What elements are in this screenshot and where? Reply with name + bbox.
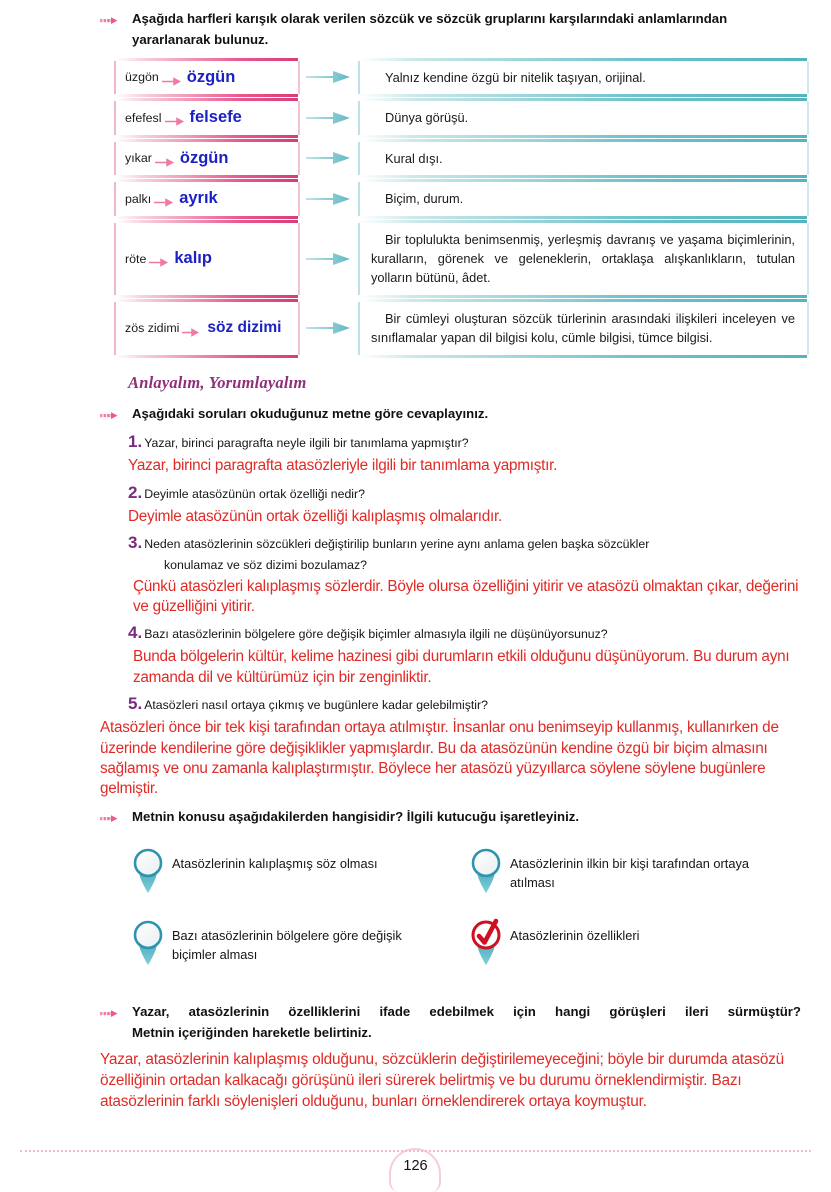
arrow-bullet-icon xyxy=(100,1004,122,1015)
definition-text: Biçim, durum. xyxy=(385,191,464,207)
answer-text: Yazar, birinci paragrafta atasözleriyle ilgili bir tanımlama yapmıştır. xyxy=(128,457,558,475)
map-pin-icon[interactable] xyxy=(128,841,168,899)
instruction-match xyxy=(100,8,809,51)
instruction-answer-questions xyxy=(100,403,809,424)
mini-arrow-icon xyxy=(162,73,184,82)
solution-word: kalıp xyxy=(174,249,212,268)
scrambled-word-box[interactable] xyxy=(114,182,300,215)
section-heading: Anlayalım, Yorumlayalım xyxy=(128,372,307,392)
question-text: Deyimle atasözünün ortak özelliği nedir? xyxy=(144,486,365,501)
question-item xyxy=(100,430,809,454)
match-arrow-icon xyxy=(300,223,358,295)
arrow-bullet-icon xyxy=(100,406,122,417)
mini-arrow-icon xyxy=(155,154,177,163)
question-number: 4. xyxy=(128,623,143,643)
map-pin-checked-icon[interactable] xyxy=(466,913,506,971)
choice-option[interactable] xyxy=(128,841,466,899)
question-item xyxy=(100,692,809,716)
match-row xyxy=(114,182,809,215)
scrambled-word: röte xyxy=(125,251,147,266)
solution-word: özgün xyxy=(179,148,229,167)
map-pin-icon[interactable] xyxy=(128,913,168,971)
scrambled-word: zös zidimi xyxy=(125,321,180,336)
answer-text: Çünkü atasözleri kalıplaşmış sözlerdir. Böyle olursa özelliğini yitirir ve atasözü olmaktan çıkar, değerini ve güzelliğini yitirir. xyxy=(133,577,799,615)
match-row xyxy=(114,223,809,295)
question-text: Neden atasözlerinin sözcükleri değiştirilip bunların yerine aynı anlama gelen başka sözcükler xyxy=(144,537,650,551)
answer-text: Atasözleri önce bir tek kişi tarafından ortaya atılmıştır. İnsanlar onu benimseyip kullanmış, kullanırken de üzerinde kendilerine göre değişiklikler yapmışlardır. Bu da atasözünün kendine özgü bir biçim almasını sağlamış ve onu zamanla kalıplaştırmıştır. Böylece her atasözü yüzyıllarca söylene söylene bugünlere gelmiştir. xyxy=(100,719,779,798)
page-number xyxy=(389,1154,441,1176)
instruction-final-line2: Metnin içeriğinden hareketle belirtiniz. xyxy=(132,1025,372,1041)
question-number: 3. xyxy=(128,533,143,552)
question-continuation: konulamaz ve söz dizimi bozulamaz? xyxy=(164,558,367,573)
arrow-bullet-icon xyxy=(100,809,122,820)
solution-word: felsefe xyxy=(189,108,242,127)
definition-text: Yalnız kendine özgü bir nitelik taşıyan, orijinal. xyxy=(385,69,646,85)
instruction-final xyxy=(100,1001,809,1044)
mini-arrow-icon xyxy=(165,113,187,122)
match-arrow-icon xyxy=(300,101,358,134)
definition-box[interactable] xyxy=(358,302,809,355)
questions-list xyxy=(100,430,809,800)
match-row xyxy=(114,142,809,175)
definition-text: Bir toplulukta benimsenmiş, yerleşmiş davranış ve yaşama biçimlerinin, kuralların, görenek ve geleneklerin, ortaklaşa alışkanlıkların, tutulan yolların bütünü, âdet. xyxy=(371,231,795,286)
mini-arrow-icon xyxy=(182,324,204,333)
match-arrow-icon xyxy=(300,182,358,215)
scrambled-word: palkı xyxy=(125,191,152,206)
instruction-final-line1: Yazar, atasözlerinin özelliklerini ifade edebilmek için hangi görüşleri ileri sürmüştür? xyxy=(132,1003,801,1019)
question-number: 1. xyxy=(128,432,143,452)
definition-box[interactable] xyxy=(358,142,809,175)
final-answer-text: Yazar, atasözlerinin kalıplaşmış olduğunu, sözcüklerin değiştirilemeyeceğini; böyle bir durumda atasözü özelliğinin ortadan kalkacağı görüşünü ileri sürerek belirtmiş ve bu durumu örneklendirmiştir. Bazı atasözlerinin farklı söylenişleri olduğunu, bunları örneklendirerek ortaya koymuştur. xyxy=(100,1050,785,1110)
scrambled-word: efefesl xyxy=(125,110,162,125)
scrambled-word-box[interactable] xyxy=(114,223,300,295)
topic-choice-group xyxy=(100,841,809,971)
definition-text: Kural dışı. xyxy=(385,150,443,166)
question-item xyxy=(100,621,809,645)
question-number: 5. xyxy=(128,694,143,714)
choice-option[interactable] xyxy=(466,841,809,899)
question-text: Atasözleri nasıl ortaya çıkmış ve bugünlere kadar gelebilmiştir? xyxy=(144,698,488,713)
instruction-topic-choice xyxy=(100,806,809,827)
page-number-value: 126 xyxy=(403,1158,428,1174)
definition-box[interactable] xyxy=(358,223,809,295)
match-row xyxy=(114,302,809,355)
match-row xyxy=(114,101,809,134)
definition-text: Bir cümleyi oluşturan sözcük türlerinin arasındaki ilişkileri inceleyen ve sınıflamalar yapan dil bilgisi kolu, cümle bilgisi, tümce bilgisi. xyxy=(371,310,795,346)
solution-word: söz dizimi xyxy=(207,319,282,337)
question-text: Yazar, birinci paragrafta neyle ilgili bir tanımlama yapmıştır? xyxy=(144,436,469,451)
match-arrow-icon xyxy=(300,142,358,175)
answer-text: Deyimle atasözünün ortak özelliği kalıplaşmış olmalarıdır. xyxy=(128,507,503,525)
match-arrow-icon xyxy=(300,302,358,355)
definition-box[interactable] xyxy=(358,101,809,134)
match-arrow-icon xyxy=(300,61,358,94)
choice-label: Atasözlerinin özellikleri xyxy=(510,927,640,943)
page-footer xyxy=(0,1154,831,1176)
definition-box[interactable] xyxy=(358,61,809,94)
instruction-match-text: Aşağıda harfleri karışık olarak verilen sözcük ve sözcük gruplarını karşılarındaki anlamlarından yararlanarak bulunuz. xyxy=(132,11,728,48)
question-item xyxy=(100,531,809,575)
instruction-topic-choice-text: Metnin konusu aşağıdakilerden hangisidir? İlgili kutucuğu işaretleyiniz. xyxy=(132,808,579,824)
scrambled-word: yıkar xyxy=(125,151,152,166)
scrambled-word: üzgön xyxy=(125,70,159,85)
answer-text: Bunda bölgelerin kültür, kelime hazinesi gibi durumların etkili olduğunu düşünüyorum. Bu durum aynı zamanda dil ve kültürümüz için bir zenginliktir. xyxy=(133,648,790,686)
definition-box[interactable] xyxy=(358,182,809,215)
scrambled-word-box[interactable] xyxy=(114,142,300,175)
choice-option[interactable] xyxy=(128,913,466,971)
mini-arrow-icon xyxy=(149,254,171,263)
choice-label: Atasözlerinin kalıplaşmış söz olması xyxy=(172,855,378,871)
arrow-bullet-icon xyxy=(100,11,122,22)
choice-option-selected[interactable] xyxy=(466,913,809,971)
question-text: Bazı atasözlerinin bölgelere göre değişik biçimler almasıyla ilgili ne düşünüyorsunuz? xyxy=(144,627,608,642)
solution-word: ayrık xyxy=(179,189,218,208)
choice-label: Bazı atasözlerinin bölgelere göre değişik biçimler alması xyxy=(172,927,402,962)
instruction-answer-questions-text: Aşağıdaki soruları okuduğunuz metne göre cevaplayınız. xyxy=(132,405,489,421)
question-item xyxy=(100,481,809,505)
scrambled-word-box[interactable] xyxy=(114,101,300,134)
map-pin-icon[interactable] xyxy=(466,841,506,899)
scrambled-word-box[interactable] xyxy=(114,302,300,355)
match-row xyxy=(114,61,809,94)
definition-text: Dünya görüşü. xyxy=(385,110,469,126)
mini-arrow-icon xyxy=(154,194,176,203)
solution-word: özgün xyxy=(186,67,236,86)
question-number: 2. xyxy=(128,482,143,502)
footer-divider xyxy=(20,1150,811,1152)
scrambled-word-box[interactable] xyxy=(114,61,300,94)
word-matching-exercise xyxy=(100,61,809,355)
choice-label: Atasözlerinin ilkin bir kişi tarafından ortaya atılması xyxy=(510,855,749,890)
